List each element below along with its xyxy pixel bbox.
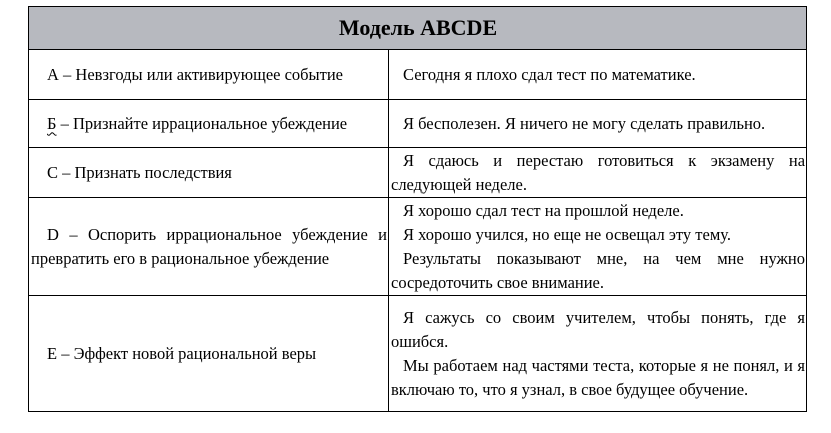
table-row — [29, 296, 807, 412]
row-c-label: С – Признать последствия — [29, 148, 389, 198]
row-e-label: Е – Эффект новой рациональной веры — [29, 296, 389, 412]
row-d-example-text-1: Я хорошо сдал тест на прошлой неделе. — [403, 200, 684, 220]
row-d-example-text-3: Результаты показывают мне, на чем мне нужно сосредоточить свое внимание. — [391, 248, 806, 292]
table-row — [29, 148, 807, 198]
row-a-label: А – Невзгоды или активирующее событие — [29, 50, 389, 100]
row-e-example — [389, 296, 807, 412]
row-b-example — [389, 100, 807, 148]
row-d-example-text-2: Я хорошо учился, но еще не освещал эту тему. — [403, 224, 732, 244]
table-title: Модель ABCDE — [29, 7, 807, 50]
row-c-example-text: Я сдаюсь и перестаю готовиться к экзамену на следующей неделе. — [391, 150, 806, 194]
row-e-example-text-2: Мы работаем над частями теста, которые я не понял, и я включаю то, что я узнал, в свое будущее обучение. — [391, 355, 806, 399]
row-b-label-text: – Признайте иррациональное убеждение — [56, 113, 348, 133]
row-d-example — [389, 198, 807, 296]
table-header-row — [29, 7, 807, 50]
table-row — [29, 100, 807, 148]
row-a-example — [389, 50, 807, 100]
row-b-label — [29, 100, 389, 148]
table-row — [29, 50, 807, 100]
row-b-letter: Б — [47, 113, 57, 133]
table-row — [29, 198, 807, 296]
row-b-example-text: Я бесполезен. Я ничего не могу сделать правильно. — [403, 113, 766, 133]
abcde-model-table — [28, 6, 807, 412]
row-a-example-text: Сегодня я плохо сдал тест по математике. — [403, 64, 696, 84]
row-e-example-text-1: Я сажусь со своим учителем, чтобы понять, где я ошибся. — [391, 307, 806, 351]
row-d-label: D – Оспорить иррациональное убеждение и превратить его в рациональное убеждение — [29, 198, 389, 296]
row-c-example — [389, 148, 807, 198]
